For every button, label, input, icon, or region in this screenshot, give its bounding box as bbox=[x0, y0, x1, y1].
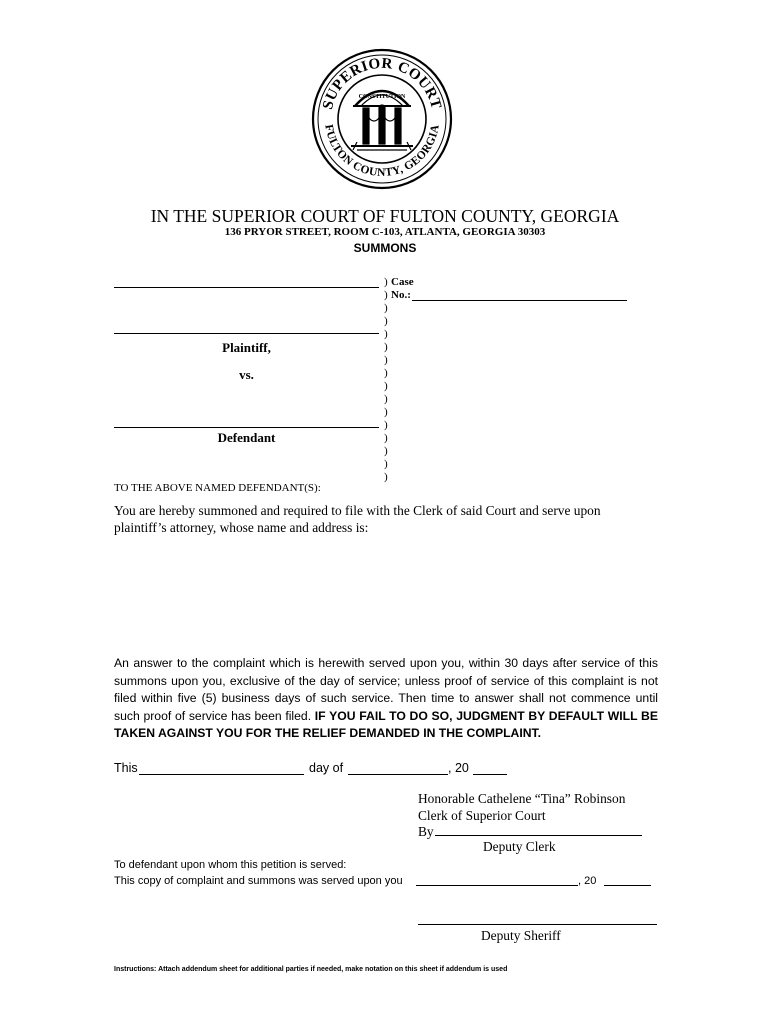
paren-9: ) bbox=[384, 380, 388, 392]
day-of-label: day of bbox=[309, 761, 344, 775]
month-field[interactable] bbox=[348, 774, 448, 775]
deputy-sheriff-signature-line[interactable] bbox=[418, 924, 657, 925]
paren-3: ) bbox=[384, 302, 388, 314]
defendant-label: Defendant bbox=[217, 430, 276, 445]
paren-8: ) bbox=[384, 367, 388, 379]
defendant-blank-line[interactable] bbox=[114, 427, 379, 428]
case-no-label: No.: bbox=[391, 289, 411, 301]
paren-13: ) bbox=[384, 432, 388, 444]
paren-7: ) bbox=[384, 354, 388, 366]
service-line-2: This copy of complaint and summons was served upon you bbox=[114, 875, 403, 887]
default-judgment-warning: IF YOU FAIL TO DO SO, JUDGMENT BY DEFAULT WILL BE TAKEN AGAINST YOU FOR THE RELIEF DEMANDED IN THE COMPLAINT. bbox=[114, 708, 658, 741]
service-year-prefix: , 20 bbox=[578, 875, 597, 887]
paren-12: ) bbox=[384, 419, 388, 431]
to-defendants-heading: TO THE ABOVE NAMED DEFENDANT(S): bbox=[114, 482, 321, 494]
court-seal bbox=[311, 48, 453, 190]
answer-text: An answer to the complaint which is herewith served upon you, within 30 days after service of this summons upon you, exclusive of the day of service; unless proof of service of this complaint is not filed within five (5) business days of such service. Then time to answer shall not commence until such proof of service has been filed. bbox=[114, 656, 658, 723]
instructions-footer: Instructions: Attach addendum sheet for additional parties if needed, make notation on this sheet if addendum is used bbox=[114, 966, 508, 973]
paren-15: ) bbox=[384, 458, 388, 470]
paren-1: ) bbox=[384, 276, 388, 288]
this-label: This bbox=[114, 761, 138, 775]
seal-inner-text: CONSTITUTION bbox=[358, 94, 406, 100]
clerk-block bbox=[418, 791, 625, 841]
document-type: SUMMONS bbox=[353, 241, 417, 255]
by-label: By bbox=[418, 824, 434, 839]
service-line-1: To defendant upon whom this petition is served: bbox=[114, 859, 347, 871]
plaintiff-blank-line-1[interactable] bbox=[114, 287, 379, 288]
clerk-name: Honorable Cathelene “Tina” Robinson bbox=[418, 791, 626, 806]
served-year-field[interactable] bbox=[604, 885, 651, 886]
seal-bottom-text: FULTON COUNTY, GEORGIA bbox=[322, 123, 442, 180]
deputy-sheriff-label: Deputy Sheriff bbox=[481, 928, 561, 943]
paren-5: ) bbox=[384, 328, 388, 340]
court-seal-icon bbox=[311, 48, 453, 190]
clerk-office: Clerk of Superior Court bbox=[418, 807, 546, 823]
court-address: 136 PRYOR STREET, ROOM C-103, ATLANTA, GEORGIA 30303 bbox=[224, 226, 546, 238]
day-field[interactable] bbox=[139, 774, 304, 775]
vs-label: vs. bbox=[239, 367, 254, 382]
paren-11: ) bbox=[384, 406, 388, 418]
case-number-field[interactable] bbox=[412, 300, 627, 301]
deputy-clerk-label: Deputy Clerk bbox=[483, 839, 556, 854]
answer-paragraph bbox=[114, 655, 658, 743]
court-title: IN THE SUPERIOR COURT OF FULTON COUNTY, GEORGIA bbox=[150, 206, 620, 226]
paren-16: ) bbox=[384, 471, 388, 483]
seal-top-text: SUPERIOR COURT bbox=[320, 55, 445, 112]
served-date-field[interactable] bbox=[416, 885, 578, 886]
summoned-paragraph: You are hereby summoned and required to file with the Clerk of said Court and serve upon plaintiff’s attorney, whose name and address is: bbox=[114, 503, 601, 535]
paren-6: ) bbox=[384, 341, 388, 353]
paren-4: ) bbox=[384, 315, 388, 327]
year-field[interactable] bbox=[473, 774, 507, 775]
paren-10: ) bbox=[384, 393, 388, 405]
case-label: Case bbox=[391, 276, 414, 288]
plaintiff-blank-line-2[interactable] bbox=[114, 333, 379, 334]
year-prefix: , 20 bbox=[448, 761, 469, 775]
paren-2: ) bbox=[384, 289, 388, 301]
paren-14: ) bbox=[384, 445, 388, 457]
deputy-clerk-signature-line[interactable] bbox=[435, 835, 642, 836]
plaintiff-label: Plaintiff, bbox=[222, 340, 271, 355]
